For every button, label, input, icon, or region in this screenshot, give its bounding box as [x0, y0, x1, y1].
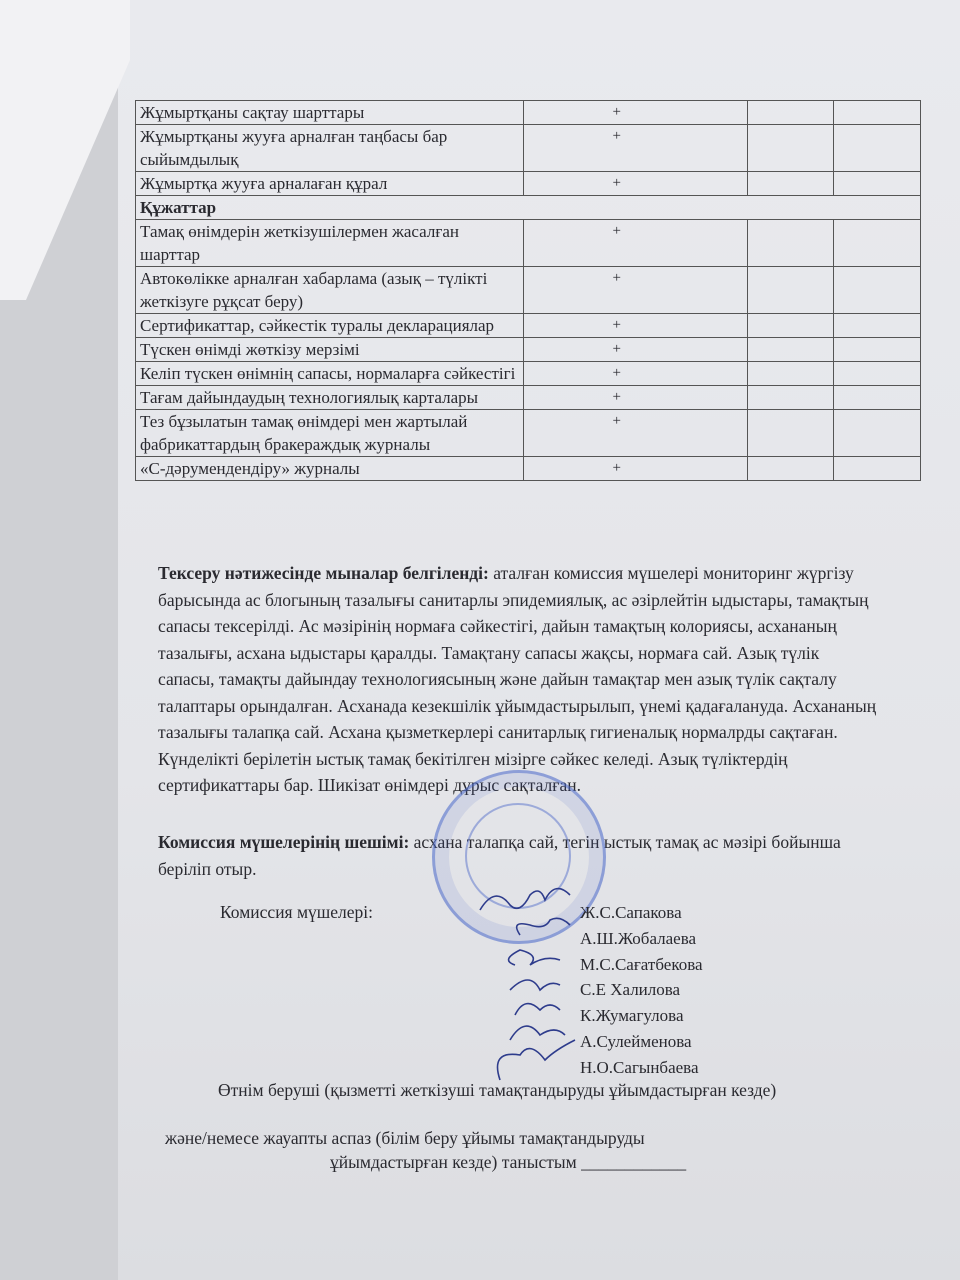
empty-cell	[748, 338, 834, 362]
empty-cell	[748, 172, 834, 196]
table-row	[136, 220, 921, 267]
row-label: Келіп түскен өнімнің сапасы, нормаларға сәйкестігі	[136, 362, 524, 386]
empty-cell	[833, 410, 920, 457]
empty-cell	[833, 386, 920, 410]
row-label: Түскен өнімді жөткізу мерзімі	[136, 338, 524, 362]
row-label: Тағам дайындаудың технологиялық карталары	[136, 386, 524, 410]
row-label: Сертификаттар, сәйкестік туралы декларациялар	[136, 314, 524, 338]
row-label: Жұмыртқаны сақтау шарттары	[136, 101, 524, 125]
row-mark: +	[524, 267, 748, 314]
member-name: А.Сулейменова	[580, 1031, 692, 1051]
row-mark: +	[524, 101, 748, 125]
row-mark: +	[524, 457, 748, 481]
empty-cell	[748, 314, 834, 338]
table-row	[136, 362, 921, 386]
member-name: С.Е Халилова	[580, 980, 681, 1000]
empty-cell	[833, 125, 920, 172]
table-row	[136, 267, 921, 314]
row-label: Жұмыртқаны жууға арналған таңбасы бар сыйымдылық	[136, 125, 524, 172]
members-list	[580, 900, 703, 1081]
row-mark: +	[524, 314, 748, 338]
decision-text: асхана талапқа сай, тегін ыстық тамақ ас мәзірі бойынша беріліп отыр.	[158, 832, 841, 879]
table-row	[136, 101, 921, 125]
row-mark: +	[524, 410, 748, 457]
table-row	[136, 410, 921, 457]
table-row	[136, 338, 921, 362]
empty-cell	[748, 125, 834, 172]
member-name: К.Жумагулова	[580, 1006, 684, 1026]
footer-line-3: ұйымдастырған кезде) таныстым ____________	[330, 1152, 687, 1172]
row-mark: +	[524, 362, 748, 386]
empty-cell	[833, 267, 920, 314]
row-mark: +	[524, 125, 748, 172]
table-row	[136, 314, 921, 338]
empty-cell	[748, 220, 834, 267]
findings-paragraph	[158, 560, 878, 799]
signatures	[470, 880, 580, 1090]
members-label: Комиссия мүшелері:	[220, 902, 374, 922]
footer-line-2: және/немесе жауапты аспаз (білім беру ұйымы тамақтандыруды	[165, 1128, 645, 1148]
empty-cell	[748, 101, 834, 125]
member-name: М.С.Сағатбекова	[580, 954, 703, 974]
row-label: Автокөлікке арналған хабарлама (азық – түлікті жеткізуге рұқсат беру)	[136, 267, 524, 314]
background-sheet	[0, 0, 130, 300]
table-row	[136, 125, 921, 172]
member-name: Ж.С.Сапакова	[580, 903, 682, 922]
row-mark: +	[524, 172, 748, 196]
findings-label: Тексеру нәтижесінде мыналар белгіленді:	[158, 563, 489, 583]
member-name: А.Ш.Жобалаева	[580, 928, 697, 948]
section-title: Құжаттар	[136, 196, 921, 220]
member-name: Н.О.Сагынбаева	[580, 1057, 699, 1077]
table-row	[136, 172, 921, 196]
decision-label: Комиссия мүшелерінің шешімі:	[158, 832, 410, 852]
row-mark: +	[524, 386, 748, 410]
empty-cell	[748, 457, 834, 481]
empty-cell	[748, 362, 834, 386]
empty-cell	[833, 101, 920, 125]
empty-cell	[833, 338, 920, 362]
empty-cell	[833, 314, 920, 338]
row-label: Жұмыртқа жууға арналаған құрал	[136, 172, 524, 196]
row-label: Тамақ өнімдерін жеткізушілермен жасалған шарттар	[136, 220, 524, 267]
empty-cell	[748, 267, 834, 314]
row-label: «С-дәрумендендіру» журналы	[136, 457, 524, 481]
table-section-row	[136, 196, 921, 220]
empty-cell	[833, 172, 920, 196]
row-label: Тез бұзылатын тамақ өнімдері мен жартылай фабрикаттардың бракераждық журналы	[136, 410, 524, 457]
row-mark: +	[524, 338, 748, 362]
checklist-table	[135, 100, 921, 481]
row-mark: +	[524, 220, 748, 267]
empty-cell	[833, 457, 920, 481]
table-row	[136, 386, 921, 410]
findings-text: аталған комиссия мүшелері мониторинг жүргізу барысында ас блогының тазалығы санитарлы эпидемиялық, ас әзірлейтін ыдыстары, тамақтың сапасы тексерілді. Ас мәзірінің нормаға сәйкестігі, дайын тамақтың колориясы, асхананың тазалығы, асхана ыдыстары қаралды. Тамақтану сапасы жақсы, нормаға сай. Азық түлік сапасы, тамақты дайындау технологиясының және дайын тамақтар мен азық түлік сақталу талаптары орындалған. Асханада кезекшілік ұйымдастырылып, үнемі қадағалануда. Асхананың тазалығы талапқа сай. Асхана қызметкерлері санитарлық гигиеналық нормалрды сақтаған. Күнделікті берілетін ыстық тамақ бекітілген мізірге сәйкес келеді. Азық түліктердің сертификаттары бар. Шикізат өнімдері дұрыс сақталған.	[158, 563, 877, 795]
empty-cell	[748, 410, 834, 457]
empty-cell	[833, 220, 920, 267]
table-row	[136, 457, 921, 481]
empty-cell	[748, 386, 834, 410]
footer-line-1: Өтнім беруші (қызметті жеткізуші тамақтандыруды ұйымдастырған кезде)	[218, 1080, 777, 1100]
empty-cell	[833, 362, 920, 386]
